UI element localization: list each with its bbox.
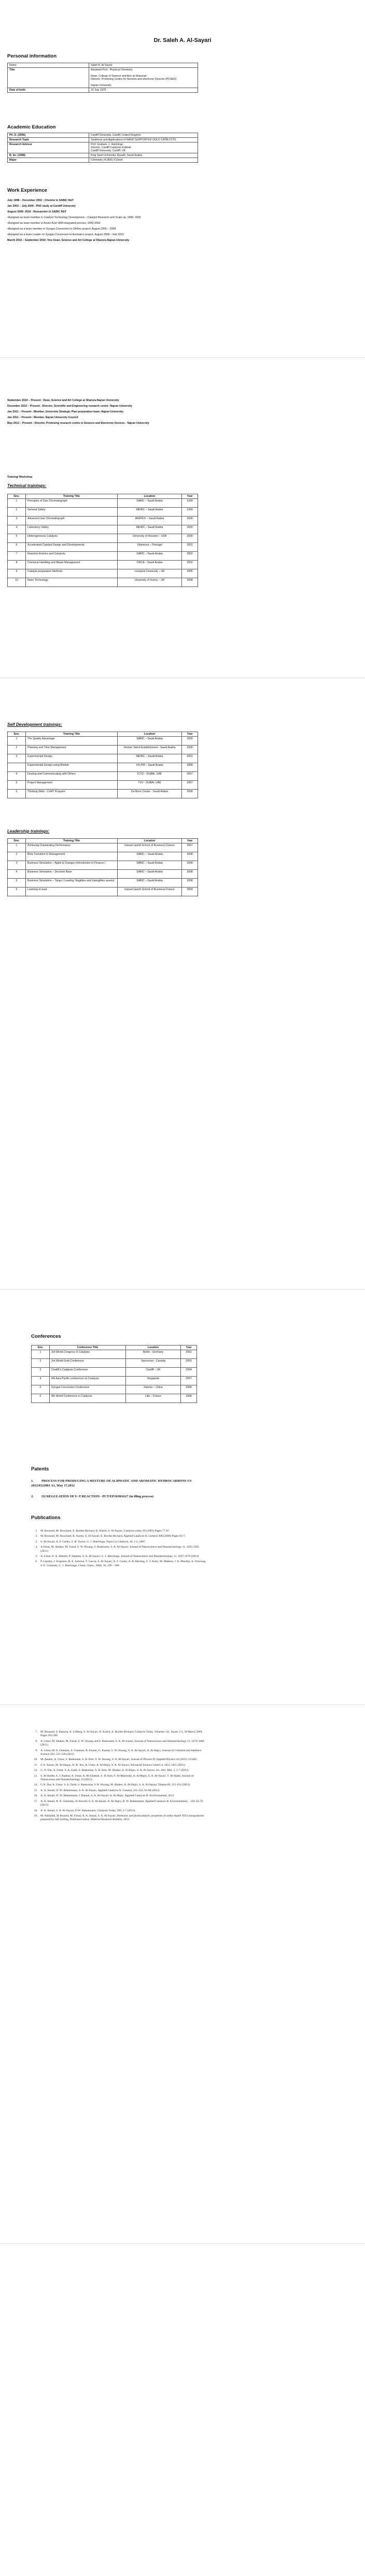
table-cell: 2000 bbox=[182, 517, 198, 525]
table-cell: ORCA – Saudi Arabia bbox=[118, 561, 182, 569]
col-header: Year bbox=[182, 732, 198, 737]
table-cell: MEIRC – Saudi Arabia bbox=[118, 525, 182, 534]
publication-item: 8. A. Umar, M. Abaker, M. Faisal, S. W. Hwang and S. Baskoutas, S. A. Al-Sayari, Journal of Nanoscience and Nanotechnology 11, 3474-3480 (2011) bbox=[38, 1740, 207, 1748]
table-cell: 2008 bbox=[182, 879, 198, 888]
table-row bbox=[32, 1368, 197, 1377]
table-cell: 2007 bbox=[182, 781, 198, 790]
academic-value: Cardiff University, Cardiff, United Kingdom bbox=[89, 133, 198, 138]
table-row bbox=[8, 790, 198, 798]
table-cell: 2002 bbox=[181, 1350, 197, 1359]
table-cell: 2 bbox=[8, 852, 26, 861]
table-cell: Cardiff n Catalysis Conference bbox=[50, 1368, 126, 1377]
table-cell: 1999 bbox=[182, 508, 198, 517]
table-cell: SABIC – Saudi Arabia bbox=[118, 852, 182, 861]
table-cell: Achieving Outstanding Performance bbox=[26, 843, 118, 852]
table-cell: 2000 bbox=[182, 746, 198, 754]
table-row bbox=[8, 569, 198, 578]
table-row bbox=[8, 525, 198, 534]
table-cell: SABIC – Saudi Arabia bbox=[118, 870, 182, 879]
table-cell: Thinking Skills - CoRT Program bbox=[26, 790, 118, 798]
personal-label: Title bbox=[8, 68, 89, 88]
table-cell: Inaxxel (world School of Business) France bbox=[118, 843, 182, 852]
table-cell: 6 bbox=[8, 543, 26, 552]
table-cell: 2007 bbox=[182, 772, 198, 781]
table-row bbox=[8, 499, 198, 508]
table-cell: 2008 bbox=[182, 578, 198, 587]
work-item: •Assigned as team member in Acetic Acid VAM integrated process; 2000-2002 bbox=[7, 222, 101, 225]
table-cell: Vilamoura – Portugal bbox=[118, 543, 182, 552]
table-cell: 2 bbox=[8, 746, 26, 754]
patent-text: O2 REGULATION OF F–T REACTION - PCT/EP10/001617 (in filing process) bbox=[41, 1495, 154, 1498]
table-cell: University of Surrey – UK bbox=[118, 578, 182, 587]
table-cell: 7 bbox=[8, 552, 26, 561]
table-cell: 5 bbox=[8, 781, 26, 790]
work-item: Jan 2011 – Present : Member, University Strategic Plan preparation team -Najran University bbox=[7, 410, 124, 413]
col-header: Year bbox=[182, 839, 198, 843]
table-cell: 8th World Conference in Catalysis bbox=[50, 1394, 126, 1403]
table-row bbox=[8, 781, 198, 790]
technical-heading: Technical trainings: bbox=[7, 483, 47, 488]
page-break bbox=[0, 1289, 365, 1290]
table-cell: 2005 bbox=[182, 569, 198, 578]
table-row bbox=[8, 746, 198, 754]
training-label: Training/ Workshop bbox=[7, 476, 33, 479]
table-row bbox=[8, 578, 198, 587]
patent-item: 2. O2 REGULATION OF F–T REACTION - PCT/EP10/001617 (in filing process) bbox=[31, 1495, 154, 1498]
table-row bbox=[8, 754, 198, 763]
table-cell: SABIC – Saudi Arabia bbox=[118, 861, 182, 870]
table-cell: Catalyst preparation Methods bbox=[26, 569, 118, 578]
table-cell: Heterogeneous Catalysis bbox=[26, 534, 118, 543]
table-cell: Advanced Gas Chromatograph bbox=[26, 517, 118, 525]
table-cell bbox=[8, 763, 26, 772]
table-cell: 2000 bbox=[182, 534, 198, 543]
table-cell: Dealing and Communicating with Others bbox=[26, 772, 118, 781]
table-cell: 1 bbox=[8, 737, 26, 746]
col-header: Training Title bbox=[26, 732, 118, 737]
personal-table bbox=[7, 63, 198, 93]
leadership-heading: Leadership trainings: bbox=[7, 829, 50, 834]
table-row bbox=[32, 1359, 197, 1368]
cv-title: Dr. Saleh A. Al-Sayari bbox=[153, 37, 212, 44]
col-header: Training Title bbox=[26, 494, 118, 499]
publication-item: 19. M. Abdullah, H. Bouzid, M. Faisal, A. A. Ismail, S. A. Al-Sayari, Dielectric and photocatalytic properties of sulfur doped TiO2 nanoparticles prepared by ball milling, Published online, Material Research Bulletin, 2013. bbox=[38, 1814, 207, 1822]
personal-label: Date of birth: bbox=[8, 88, 89, 93]
table-cell: 6 bbox=[32, 1394, 50, 1403]
table-cell: 2007 bbox=[182, 843, 198, 852]
table-row bbox=[8, 158, 198, 163]
table-row bbox=[8, 763, 198, 772]
table-cell: 6 bbox=[8, 888, 26, 896]
publication-item: 3. S. Al-Sayari, A. F. Carley, S. H. Taylor, G. J. Hutchings, Topics in Catalysis, 44, 1-2, 2007. bbox=[38, 1540, 207, 1544]
publication-item: 15. A. A. Ismail, D. W. Bahnemann, S. A. Al-Sayari, Applied Catalysis A: General, 431-432, 62-68 (2012) bbox=[38, 1789, 207, 1793]
table-cell: 2007 bbox=[181, 1377, 197, 1385]
table-cell: 5 bbox=[32, 1385, 50, 1394]
work-item: Jan 2003 – July 2006 : PhD study at Cardiff University bbox=[7, 205, 76, 208]
table-cell: Xiamen – China bbox=[126, 1385, 181, 1394]
table-row bbox=[8, 737, 198, 746]
table-cell: Experimental Design using Minitab bbox=[26, 763, 118, 772]
table-row bbox=[8, 517, 198, 525]
table-row bbox=[32, 1394, 197, 1403]
table-cell: 3 bbox=[8, 517, 26, 525]
col-header: Sno. bbox=[32, 1346, 50, 1350]
publication-item: 11. Z.A. Ansari, M. Al-Haqaz, H.-K. Seo, A. Umar, A. Al-Hajry, S. A. Al-Sayari, Advanced Science Letters 4, 3451-3455 (2011) bbox=[38, 1764, 207, 1767]
work-item: May 2012 – Present : Director, Promising research centre in Sensors and Electronic Devices - Najran University bbox=[7, 422, 149, 425]
table-cell: 5 bbox=[8, 879, 26, 888]
table-cell: 2004 bbox=[181, 1368, 197, 1377]
table-cell: Reaction Kinetics and Catalysis bbox=[26, 552, 118, 561]
publications-heading: Publications bbox=[31, 1515, 61, 1521]
publication-item: 17. A. A. Ismail, R. A. Geioushy, H. Bouzid, S. A. Al-Sayari, A. Al-Hajry, D. W. Bahnemann, Applied Catalysis B: Environmental, , 129, 62-70, (2013). bbox=[38, 1800, 207, 1808]
table-cell: SABIC – Saudi Arabia bbox=[118, 879, 182, 888]
table-cell: 2008 bbox=[182, 763, 198, 772]
col-header: Training Title bbox=[26, 839, 118, 843]
academic-label: Research Advisor bbox=[8, 142, 89, 153]
table-cell: Nano Technology bbox=[26, 578, 118, 587]
publication-item: 4. A.Umar, M. Abaker, M. Faisal, S. W. Hwang, S. Baskoutas, S. A. Al-Sayari, Journal of Nanoscience and Nanotechnology 11, 3502-3505 (2011) bbox=[38, 1545, 207, 1553]
work-item: September 2010 – Present : Dean, Science and Art College at Sharura-Najran University bbox=[7, 399, 119, 402]
table-row bbox=[8, 153, 198, 158]
table-header-row bbox=[32, 1346, 197, 1350]
leadership-table bbox=[7, 838, 198, 896]
table-cell: Planning and Time Management bbox=[26, 746, 118, 754]
table-row bbox=[8, 870, 198, 879]
work-item: •Assigned as team member in Catalyst Technology Development – Catalyst Research and Scale up: 1999- 2002 bbox=[7, 216, 141, 219]
table-row bbox=[8, 88, 198, 93]
table-cell: Singapore bbox=[126, 1377, 181, 1385]
work-item: Jan 2011 – Present : Member, Najran University Council bbox=[7, 416, 78, 419]
col-header: Year bbox=[181, 1346, 197, 1350]
publication-item: 5. A. Umar, A. A. Alharbi, P. Stephen, S. A. Al-Sayari, G. J. Hutchings, Journal of Nanoscience and Nanotechnology 11, 3567-3570 (2011) bbox=[38, 1555, 207, 1558]
table-cell: De Bono Center - Saudi Arabia bbox=[118, 790, 182, 798]
publication-item: 14. G.N. Dar, A. Umar, S. A. Zaidi, S. Baskoutas, S.W. Hwang, M. Abaker, A. Al-Hajry, S. A. Al-Sayari, Talanta 89, 155-161 (2012) bbox=[38, 1783, 207, 1787]
table-cell: 4th Asia Pacific conference on Catalysis bbox=[50, 1377, 126, 1385]
table-cell: 4 bbox=[8, 870, 26, 879]
col-header: Location bbox=[126, 1346, 181, 1350]
academic-heading: Academic Education bbox=[7, 124, 56, 130]
col-header: Year bbox=[182, 494, 198, 499]
table-cell: SABIC – Saudi Arabia bbox=[118, 499, 182, 508]
self-rows bbox=[8, 737, 198, 798]
publications-list-continued bbox=[31, 1730, 207, 1824]
work-item: December 2010 – Present : Director, Scientific and Engineering research centre -Najran University bbox=[7, 405, 133, 408]
table-cell: 8 bbox=[8, 561, 26, 569]
table-cell: ARATEX – Saudi Arabia bbox=[118, 517, 182, 525]
table-cell: 2008 bbox=[181, 1385, 197, 1394]
table-row bbox=[8, 772, 198, 781]
table-cell: Lille – France bbox=[126, 1394, 181, 1403]
table-cell: 1999 bbox=[182, 499, 198, 508]
table-cell: Beta Transition to Management bbox=[26, 852, 118, 861]
table-cell: MEIRC – Saudi Arabia bbox=[118, 754, 182, 763]
publication-item: 16. A. A. Ismail, D. W. Bahnemann, I. Bannat, S. A. Al-Sayari, A. Al-Hajry, Applied Catalysis B: Environmental, 2012 bbox=[38, 1794, 207, 1798]
table-cell: XFLPM – Saudi Arabia bbox=[118, 763, 182, 772]
table-cell: 2000 bbox=[182, 525, 198, 534]
table-row bbox=[8, 142, 198, 153]
personal-label: Name bbox=[8, 63, 89, 68]
table-cell: 1 bbox=[8, 499, 26, 508]
table-cell: 3 bbox=[8, 861, 26, 870]
publication-item: 10. M. Abaker, A. Umar, S. Baskoutas, S. H. Kim, S. W. Hwang, S. A. Al-Sayari, Journal of Physics D: Applied Physics 44 (2011) 155405. bbox=[38, 1758, 207, 1762]
academic-value: Chemistry (4.06/5) V.Good bbox=[89, 158, 198, 163]
table-cell: 9 bbox=[8, 569, 26, 578]
academic-label: Ph. D. (2006) bbox=[8, 133, 89, 138]
table-cell: TUV - DUBAI, UAE bbox=[118, 781, 182, 790]
table-row bbox=[8, 843, 198, 852]
table-cell: The Quality Advantage bbox=[26, 737, 118, 746]
work-item: August 2006- 2010 : Researcher in SABIC R&T bbox=[7, 210, 67, 213]
table-cell: 2008 bbox=[181, 1394, 197, 1403]
table-cell: 3rd World Congress in Catalysis bbox=[50, 1350, 126, 1359]
work-item: July 1998 – December 2002 : Chemist in SABIC R&T bbox=[7, 199, 74, 202]
table-cell: 2008 bbox=[182, 870, 198, 879]
table-cell: 1 bbox=[32, 1350, 50, 1359]
table-row bbox=[32, 1377, 197, 1385]
page-break bbox=[0, 2243, 365, 2244]
publication-item: 18. A. A. Ismail, S. A. Al-Sayari, D.W. Bahnemann, Catalysis Today, 209, 2-7 (2013). bbox=[38, 1809, 207, 1813]
table-cell: 5 bbox=[8, 534, 26, 543]
table-row bbox=[8, 534, 198, 543]
table-cell: Laboratory Safety bbox=[26, 525, 118, 534]
table-cell: 3rd World Gold Conference bbox=[50, 1359, 126, 1368]
work-item: •Assigned as a team Leader on Syngas Conversion to Aromatics project, August 2008 – Feb 2010 bbox=[7, 233, 124, 236]
table-header-row bbox=[8, 732, 198, 737]
patent-item: 1. PROCESS FOR PRODUCING A MIXTURE OF ALIPHATIC AND AROMATIC HYDROCARBONS US 2012/0123001 A1, May 17.2012 bbox=[31, 1479, 192, 1487]
table-row bbox=[8, 852, 198, 861]
table-row bbox=[8, 68, 198, 88]
table-cell: Vancouver - Canada bbox=[126, 1359, 181, 1368]
table-row bbox=[32, 1350, 197, 1359]
table-cell: Project Management bbox=[26, 781, 118, 790]
table-cell: 1 bbox=[8, 843, 26, 852]
table-cell: Accelerated Catalyst Design and Developments bbox=[26, 543, 118, 552]
work-list bbox=[7, 199, 194, 245]
table-cell: Inaxxel (world School of Business) France bbox=[118, 888, 182, 896]
col-header: Sno. bbox=[8, 839, 26, 843]
table-cell: 2001 bbox=[182, 543, 198, 552]
table-cell: 4 bbox=[8, 772, 26, 781]
table-cell: 2008 bbox=[182, 790, 198, 798]
table-cell: Experimental Design bbox=[26, 754, 118, 763]
table-cell: Chemical Handling and Waste Management bbox=[26, 561, 118, 569]
personal-heading: Personal information bbox=[7, 53, 57, 59]
academic-value: Prof. Graham. J. Hutchings Director, Cardiff Catalysis Institute Cardiff University, Cardiff, UK bbox=[89, 142, 198, 153]
patents-heading: Patents bbox=[31, 1466, 49, 1472]
table-cell: 10 bbox=[8, 578, 26, 587]
table-cell: Business Simulation – Decision Base bbox=[26, 870, 118, 879]
work-item: •Assigned as a team member in Syngas Conversion to Olefins project; August 2006 – 2008 bbox=[7, 227, 116, 231]
patent-text: PROCESS FOR PRODUCING A MIXTURE OF ALIPHATIC AND AROMATIC HYDROCARBONS US 2012/0123001 A1, May 17.2012 bbox=[31, 1479, 192, 1487]
table-cell: 2008 bbox=[182, 852, 198, 861]
table-cell: 2002 bbox=[182, 552, 198, 561]
publication-item: 2. M. Rousseil, M. Bouchard, K. Karim, S. Al-Sayari, E. Bordes-Richard, Applied Catalysis A: General 308 (2006) Pages 62-7. bbox=[38, 1535, 207, 1538]
table-row bbox=[8, 543, 198, 552]
table-cell: Liverpool University – UK bbox=[118, 569, 182, 578]
col-header: Conference Title bbox=[50, 1346, 126, 1350]
academic-table bbox=[7, 133, 198, 163]
publication-item: 9. A. Umar, M. S. Chauhan, S. Chauhan, R. Kumar, G. Kumar, S. W. Hwang, S. A. Al-Sayari, A. Al-Hajry, Journal of Colloidal and Interface Science 363, 521-528 (2011) bbox=[38, 1749, 207, 1757]
conferences-heading: Conferences bbox=[31, 1334, 61, 1339]
personal-value: Saleh A. Al-Sayari bbox=[89, 63, 198, 68]
table-cell: University of Houston – USA bbox=[118, 534, 182, 543]
publication-item: 6. P. Landon, J. Ferguson, B. E. Solsona, T. Garcia, S. Al-Sayari, A. F. Carley, A. A. Herzing, C. J. Kiely, M. Makkee, J. A. Moulijn, A. Overweg, S. E. Golunski, G. J. Hutchings, Chem. Chem., 2006, 16, 199 – 208. bbox=[38, 1560, 207, 1568]
table-cell: 2 bbox=[8, 508, 26, 517]
work-list-continued bbox=[7, 399, 194, 427]
col-header: Location bbox=[118, 732, 182, 737]
table-cell: SABIC – Saudi Arabia bbox=[118, 552, 182, 561]
table-row bbox=[8, 879, 198, 888]
table-row bbox=[8, 133, 198, 138]
col-header: Sno. bbox=[8, 732, 26, 737]
table-row bbox=[8, 552, 198, 561]
conference-rows bbox=[32, 1350, 197, 1403]
table-cell: 6 bbox=[8, 790, 26, 798]
work-item: March 2010 – September 2010: Vice Dean, Science and Art College at Sharura-Najran University bbox=[7, 239, 130, 242]
table-cell: Business Simulation – Tango ( Leading Tangibles and Intangibles assets) bbox=[26, 879, 118, 888]
publication-item: 7. M. Rousseil, S. Baraina, A. Löfberg, S. Al-Sayari, K. Karim, E. Bordes-Richard, Catalysis Today, Volumes 141, Issues 3-4, 30 March 2009, Pages 262-266. bbox=[38, 1730, 207, 1738]
personal-value: Assistant Prof.- Physical Chemistry Dean, College of Science and Arts at Sharurah Director, Promising Centre for Sensors and electronic Devices (PCSED) Najran University. bbox=[89, 68, 198, 88]
table-header-row bbox=[8, 494, 198, 499]
table-row bbox=[32, 1385, 197, 1394]
table-row bbox=[8, 861, 198, 870]
academic-value: Synthesis and Applications of NANO SUPPORTED GOLD CATALYSTS bbox=[89, 138, 198, 142]
table-cell: SABIC – Saudi Arabia bbox=[118, 737, 182, 746]
table-cell: Berlin - Germany bbox=[126, 1350, 181, 1359]
self-table bbox=[7, 732, 198, 798]
table-row bbox=[8, 63, 198, 68]
table-cell: Business Simulation – Apple & Oranges (introduction to Finance ) bbox=[26, 861, 118, 870]
table-cell: 2000 bbox=[182, 737, 198, 746]
publications-list bbox=[31, 1529, 207, 1569]
table-cell: 2009 bbox=[182, 888, 198, 896]
table-row bbox=[8, 508, 198, 517]
table-cell: 2 bbox=[32, 1359, 50, 1368]
table-cell: General Safety bbox=[26, 508, 118, 517]
table-header-row bbox=[8, 839, 198, 843]
publication-item: 13. S. Al-Harthi, E. I. Badran, A. Umar, A. Al-Ghamdi, S. H. Kim, F. Al-Marzouki, A. Al-Hajry, S. A. Al-Sayari, T. Al-Harbi, Journal of Nanoscience and Nanotechnology 12 (2012) bbox=[38, 1774, 207, 1782]
table-cell: MEIRC – Saudi Arabia bbox=[118, 508, 182, 517]
work-heading: Work Experience bbox=[7, 188, 47, 193]
table-row bbox=[8, 888, 198, 896]
table-cell: 2003 bbox=[181, 1359, 197, 1368]
table-row bbox=[8, 561, 198, 569]
conferences-table bbox=[31, 1345, 197, 1403]
academic-label: Research Topic bbox=[8, 138, 89, 142]
self-heading: Self Development trainings: bbox=[7, 722, 62, 727]
academic-value: King Saud University, Riyadh, Saudi Arabia bbox=[89, 153, 198, 158]
academic-label: B. Sc. (1998) bbox=[8, 153, 89, 158]
leadership-rows bbox=[8, 843, 198, 896]
table-row bbox=[8, 138, 198, 142]
table-cell: 2002 bbox=[182, 561, 198, 569]
table-cell: Human Talent Establishment - Saudi Arabia bbox=[118, 746, 182, 754]
col-header: Location bbox=[118, 494, 182, 499]
table-cell: Syngas Conversion Conference bbox=[50, 1385, 126, 1394]
personal-value: 10 July 1975 bbox=[89, 88, 198, 93]
table-cell: 2008 bbox=[182, 861, 198, 870]
technical-table bbox=[7, 494, 198, 587]
table-cell: 4 bbox=[8, 525, 26, 534]
technical-rows bbox=[8, 499, 198, 587]
col-header: Location bbox=[118, 839, 182, 843]
col-header: Sno. bbox=[8, 494, 26, 499]
table-cell: Cardiff – UK bbox=[126, 1368, 181, 1377]
academic-label: Major bbox=[8, 158, 89, 163]
table-cell: 3 bbox=[32, 1368, 50, 1377]
table-cell: ICTD – DUBAI, UAE bbox=[118, 772, 182, 781]
page-break bbox=[0, 357, 365, 358]
table-cell: 4 bbox=[32, 1377, 50, 1385]
table-cell: Learning to lead bbox=[26, 888, 118, 896]
table-cell: Principles of Gas Chromatograph bbox=[26, 499, 118, 508]
publication-item: 12. G. N. Dar, A. Umar, S. A. Zaidi, S. Baskoutas, S. H. Kim, M. Abaker, A. Al-Hajry, S. A. Al-Sayari, Sci. Adv. Mat. 3, 1-7 (2011) bbox=[38, 1769, 207, 1772]
table-cell: 2001 bbox=[182, 754, 198, 763]
publication-item: 1. M. Rousseil, M. Bouchard, E. Bordes-Richard, K. Karim, S. Al-Sayari, Catalysis today, 99 (2005) Pages 77-87. bbox=[38, 1529, 207, 1533]
table-cell: 3 bbox=[8, 754, 26, 763]
